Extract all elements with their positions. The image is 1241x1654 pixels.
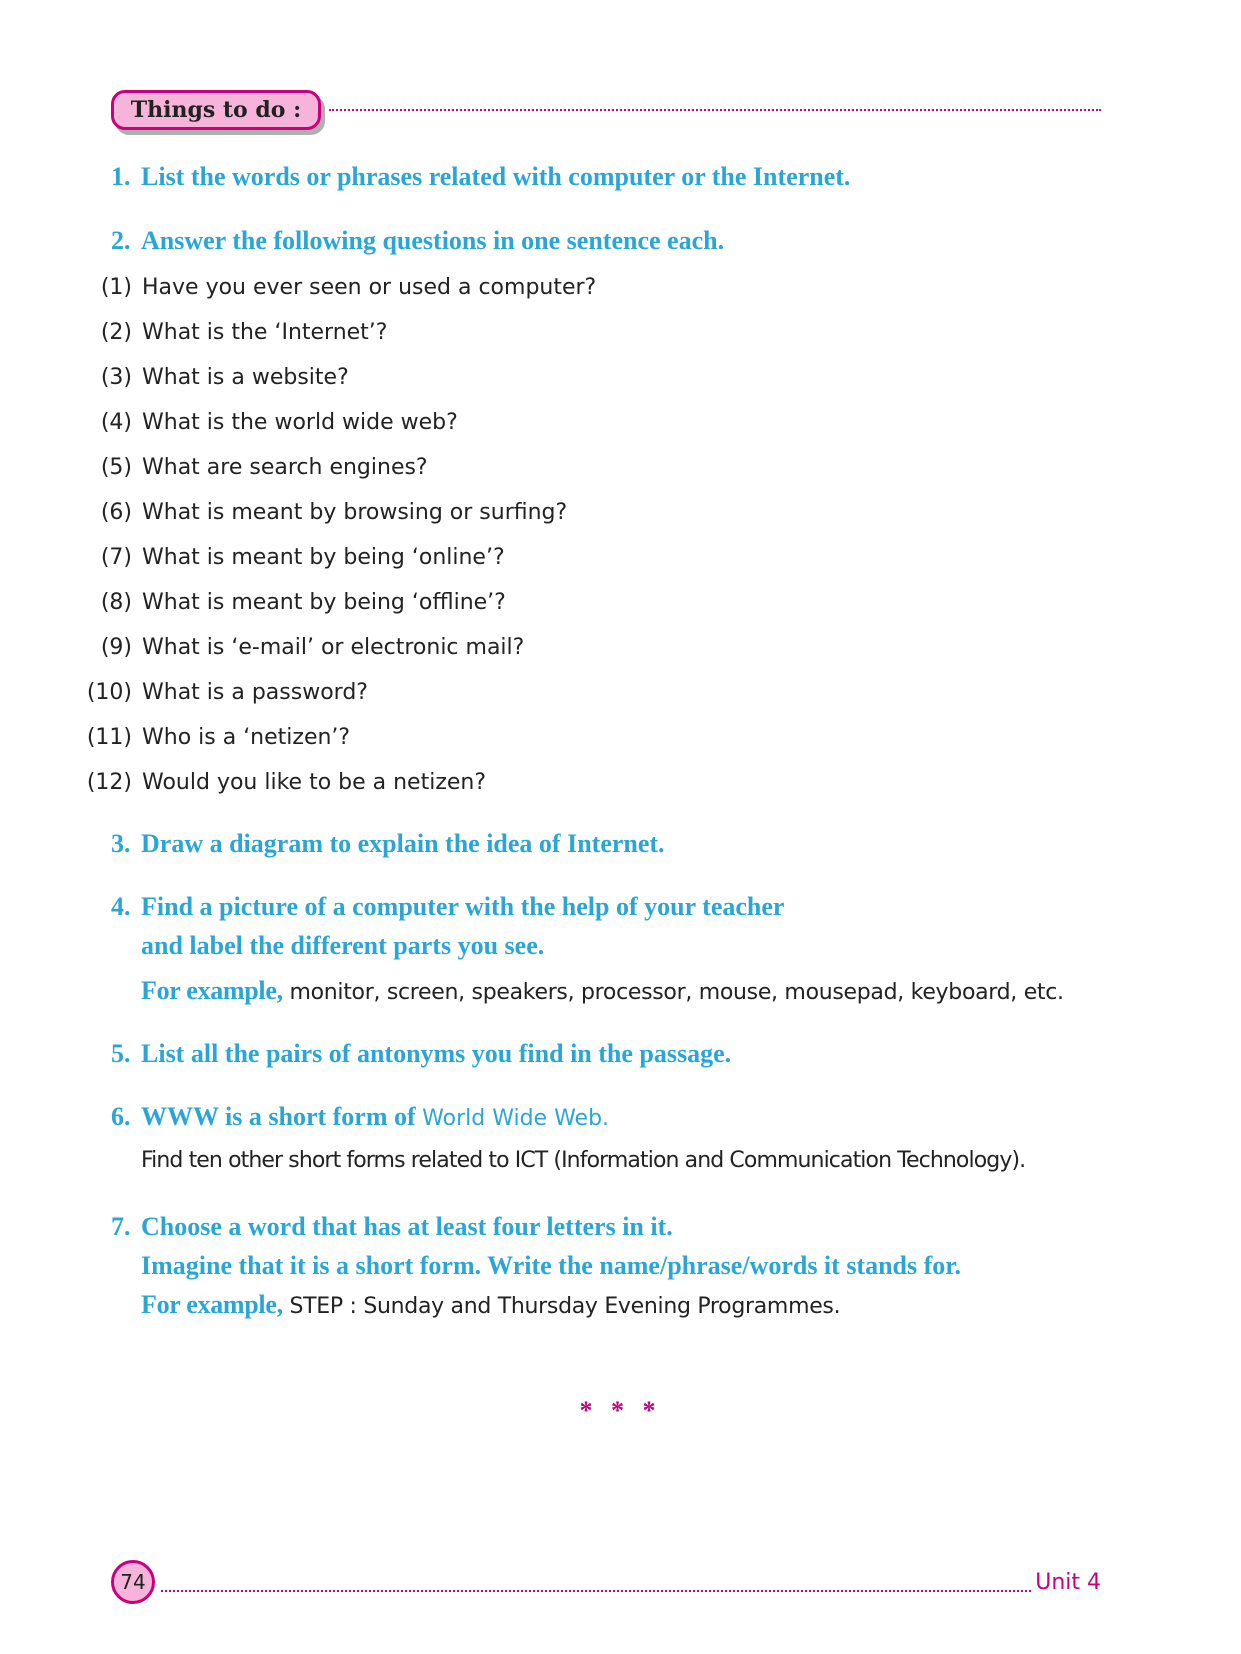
question-item <box>78 770 486 795</box>
question-item <box>78 635 524 660</box>
question-text: What is the ‘Internet’? <box>142 320 388 345</box>
task-text: Answer the following questions in one sentence each. <box>141 226 725 255</box>
dotted-rule <box>329 109 1101 111</box>
task-text: and label the different parts you see. <box>141 931 545 960</box>
task-text: Find a picture of a computer with the help of your teacher <box>141 892 785 921</box>
question-text: What is ‘e-mail’ or electronic mail? <box>142 635 525 660</box>
section-divider: * * * <box>579 1396 662 1425</box>
section-title: Things to do : <box>130 97 302 123</box>
question-text: What is meant by being ‘offline’? <box>142 590 506 615</box>
question-item <box>78 365 349 390</box>
task-text: Choose a word that has at least four letters in it. <box>141 1212 673 1241</box>
task-7 <box>111 1212 673 1242</box>
task-5 <box>111 1039 731 1069</box>
task-4-line-2 <box>141 931 544 961</box>
question-item <box>78 500 567 525</box>
question-item <box>78 725 350 750</box>
question-number: (11) <box>86 725 132 750</box>
task-number: 6. <box>111 1102 131 1131</box>
task-number: 2. <box>111 226 131 255</box>
question-number: (10) <box>86 680 132 705</box>
question-item <box>78 680 368 705</box>
question-text: Would you like to be a netizen? <box>142 770 487 795</box>
unit-label: Unit 4 <box>1035 1570 1101 1595</box>
section-title-pill <box>111 90 321 130</box>
question-text: What are search engines? <box>142 455 428 480</box>
question-number: (2) <box>100 320 132 345</box>
section-header <box>111 90 1101 138</box>
task-number: 5. <box>111 1039 131 1068</box>
question-text: What is meant by browsing or surfing? <box>142 500 568 525</box>
question-number: (8) <box>100 590 132 615</box>
task-text: Imagine that it is a short form. Write the name/phrase/words it stands for. <box>141 1251 961 1280</box>
question-item <box>78 590 506 615</box>
task-2 <box>111 226 724 256</box>
question-text: What is a website? <box>142 365 349 390</box>
task-text: Draw a diagram to explain the idea of Internet. <box>141 829 665 858</box>
task-number: 1. <box>111 162 131 191</box>
task-number: 4. <box>111 892 131 921</box>
question-number: (9) <box>100 635 132 660</box>
task-text: WWW is a short form of <box>141 1102 423 1131</box>
question-text: What is the world wide web? <box>142 410 458 435</box>
task-4 <box>111 892 784 922</box>
question-item <box>78 455 428 480</box>
task-1 <box>111 162 850 192</box>
question-text: What is a password? <box>142 680 368 705</box>
question-number: (4) <box>100 410 132 435</box>
question-item <box>78 410 458 435</box>
dotted-rule <box>161 1590 1031 1592</box>
example-label: For example, <box>141 976 283 1005</box>
task-7-line-2 <box>141 1251 961 1281</box>
question-number: (12) <box>86 770 132 795</box>
example-text: monitor, screen, speakers, processor, mouse, mousepad, keyboard, etc. <box>282 980 1064 1005</box>
question-number: (1) <box>100 275 132 300</box>
question-number: (3) <box>100 365 132 390</box>
task-text: List all the pairs of antonyms you find in the passage. <box>141 1039 732 1068</box>
question-number: (5) <box>100 455 132 480</box>
task-4-example <box>141 976 1064 1006</box>
task-3 <box>111 829 665 859</box>
example-text: STEP : Sunday and Thursday Evening Programmes. <box>282 1294 841 1319</box>
task-text: List the words or phrases related with computer or the Internet. <box>141 162 851 191</box>
task-7-example <box>141 1290 840 1320</box>
question-item <box>78 275 596 300</box>
task-6-subtext: Find ten other short forms related to ICT (Information and Communication Technology). <box>141 1148 1026 1173</box>
highlight-text: World Wide Web. <box>422 1106 610 1131</box>
task-6 <box>111 1102 609 1132</box>
question-text: What is meant by being ‘online’? <box>142 545 505 570</box>
question-item <box>78 320 387 345</box>
question-item <box>78 545 505 570</box>
question-number: (7) <box>100 545 132 570</box>
task-number: 3. <box>111 829 131 858</box>
question-number: (6) <box>100 500 132 525</box>
task-number: 7. <box>111 1212 131 1241</box>
page-footer <box>111 1560 1101 1608</box>
page-number: 74 <box>111 1560 155 1604</box>
example-label: For example, <box>141 1290 283 1319</box>
question-text: Have you ever seen or used a computer? <box>142 275 597 300</box>
question-text: Who is a ‘netizen’? <box>142 725 351 750</box>
